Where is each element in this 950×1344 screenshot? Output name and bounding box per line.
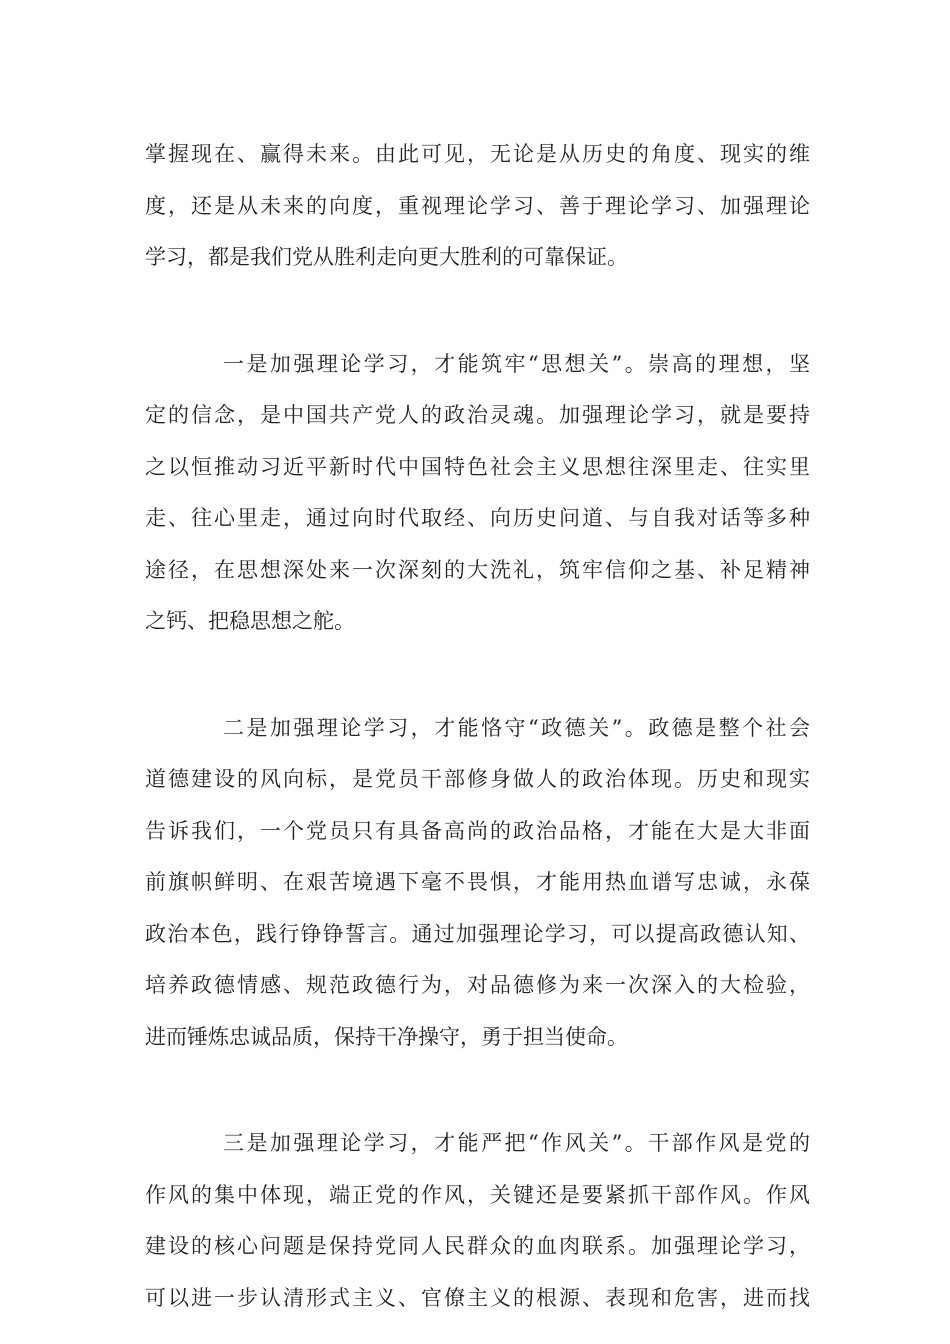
text-line: 度，还是从未来的向度，重视理论学习、善于理论学习、加强理论 bbox=[145, 193, 810, 218]
text-line: 学习，都是我们党从胜利走向更大胜利的可靠保证。 bbox=[145, 245, 628, 269]
paragraph-point-two bbox=[145, 703, 810, 1064]
document-body bbox=[145, 129, 810, 1324]
text-line: 掌握现在、赢得未来。由此可见，无论是从历史的角度、现实的维 bbox=[145, 142, 810, 166]
paragraph-intro-conclusion bbox=[145, 129, 810, 284]
text-line: 进而锤炼忠诚品质，保持干净操守，勇于担当使命。 bbox=[145, 1024, 628, 1049]
text-line: 三是加强理论学习，才能严把“作风关”。干部作风是党的 bbox=[223, 1131, 810, 1155]
text-line: 告诉我们，一个党员只有具备高尚的政治品格，才能在大是大非面 bbox=[145, 818, 810, 843]
paragraph-gap bbox=[145, 284, 810, 339]
text-line: 可以进一步认清形式主义、官僚主义的根源、表现和危害，进而找 bbox=[145, 1285, 810, 1310]
text-line: 途径，在思想深处来一次深刻的大洗礼，筑牢信仰之基、补足精神 bbox=[145, 557, 810, 582]
text-line: 培养政德情感、规范政德行为，对品德修为来一次深入的大检验， bbox=[145, 973, 810, 997]
text-line: 作风的集中体现，端正党的作风，关键还是要紧抓干部作风。作风 bbox=[145, 1182, 810, 1207]
text-line: 二是加强理论学习，才能恪守“政德关”。政德是整个社会 bbox=[223, 715, 810, 740]
text-line: 政治本色，践行铮铮誓言。通过加强理论学习，可以提高政德认知、 bbox=[145, 921, 810, 946]
text-line: 前旗帜鲜明、在艰苦境遇下毫不畏惧，才能用热血谱写忠诚，永葆 bbox=[145, 870, 810, 894]
text-line: 道德建设的风向标，是党员干部修身做人的政治体现。历史和现实 bbox=[145, 767, 810, 791]
paragraph-gap bbox=[145, 1063, 810, 1118]
text-line: 定的信念，是中国共产党人的政治灵魂。加强理论学习，就是要持 bbox=[145, 403, 810, 427]
text-line: 建设的核心问题是保持党同人民群众的血肉联系。加强理论学习， bbox=[145, 1234, 810, 1258]
paragraph-gap bbox=[145, 648, 810, 703]
paragraph-point-one bbox=[145, 339, 810, 648]
text-line: 之以恒推动习近平新时代中国特色社会主义思想往深里走、往实里 bbox=[145, 454, 810, 479]
text-line: 之钙、把稳思想之舵。 bbox=[145, 609, 355, 633]
text-line: 走、往心里走，通过向时代取经、向历史问道、与自我对话等多种 bbox=[145, 506, 810, 530]
paragraph-point-three bbox=[145, 1118, 810, 1324]
text-line: 一是加强理论学习，才能筑牢“思想关”。崇高的理想，坚 bbox=[223, 351, 810, 376]
